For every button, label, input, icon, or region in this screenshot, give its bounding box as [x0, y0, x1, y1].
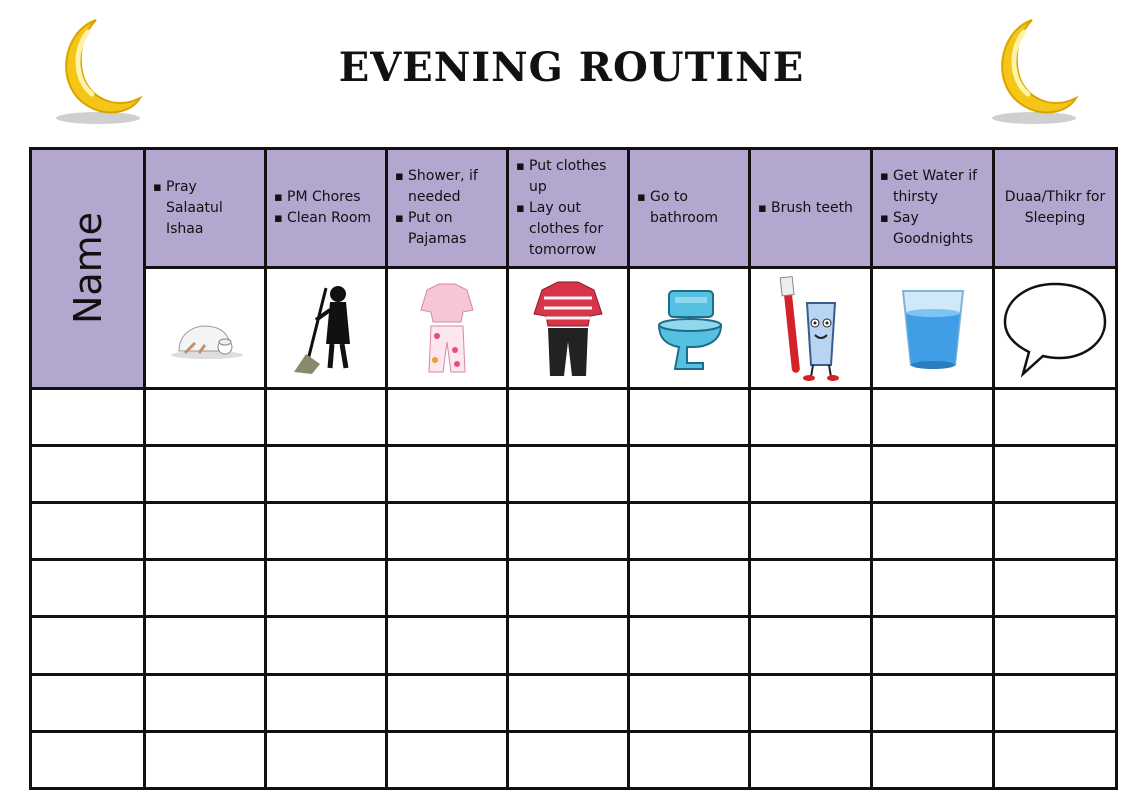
task-item: ▪ Pray Salaatul Ishaa [166, 177, 258, 240]
check-cell[interactable] [872, 446, 994, 503]
check-cell[interactable] [508, 388, 629, 445]
praying-person-icon [165, 293, 245, 363]
name-entry-cell[interactable] [31, 560, 145, 617]
check-cell[interactable] [994, 731, 1117, 788]
check-cell[interactable] [629, 731, 750, 788]
check-cell[interactable] [387, 503, 508, 560]
clothes-icon [530, 278, 606, 378]
check-cell[interactable] [387, 446, 508, 503]
check-cell[interactable] [266, 388, 387, 445]
check-cell[interactable] [145, 388, 266, 445]
name-header-label: Name [65, 212, 110, 325]
task-item: ▪ Lay out clothes for tomorrow [529, 198, 621, 261]
check-cell[interactable] [750, 446, 872, 503]
check-cell[interactable] [508, 731, 629, 788]
task-image-cell [266, 268, 387, 388]
task-image-cell [750, 268, 872, 388]
speech-bubble-icon [999, 278, 1111, 378]
task-cell [387, 149, 508, 268]
page-title: EVENING ROUTINE [338, 44, 805, 91]
name-entry-cell[interactable] [31, 731, 145, 788]
task-item: ▪ Clean Room [287, 208, 379, 229]
task-header-row [31, 149, 1117, 268]
check-cell[interactable] [387, 560, 508, 617]
check-cell[interactable] [508, 560, 629, 617]
check-cell[interactable] [629, 503, 750, 560]
check-cell[interactable] [750, 674, 872, 731]
task-cell [145, 149, 266, 268]
check-cell[interactable] [994, 388, 1117, 445]
task-item: ▪ Put clothes up [529, 156, 621, 198]
check-cell[interactable] [994, 674, 1117, 731]
check-cell[interactable] [145, 731, 266, 788]
check-cell[interactable] [266, 617, 387, 674]
table-row [31, 674, 1117, 731]
sweeping-girl-icon [286, 280, 366, 376]
table-row [31, 560, 1117, 617]
check-cell[interactable] [508, 674, 629, 731]
task-item: Duaa/Thikr for Sleeping [1004, 189, 1106, 227]
check-cell[interactable] [629, 388, 750, 445]
table-row [31, 617, 1117, 674]
check-cell[interactable] [750, 503, 872, 560]
name-entry-cell[interactable] [31, 388, 145, 445]
check-cell[interactable] [508, 446, 629, 503]
check-cell[interactable] [872, 503, 994, 560]
check-cell[interactable] [266, 731, 387, 788]
task-item: ▪ Shower, if needed [408, 166, 500, 208]
task-item: ▪ Put on Pajamas [408, 208, 500, 250]
check-cell[interactable] [387, 674, 508, 731]
pajamas-icon [417, 280, 477, 376]
task-image-cell [994, 268, 1117, 388]
water-glass-icon [893, 283, 973, 373]
check-cell[interactable] [872, 388, 994, 445]
task-image-cell [872, 268, 994, 388]
task-image-cell [629, 268, 750, 388]
table-row [31, 503, 1117, 560]
task-image-row [31, 268, 1117, 388]
task-cell [266, 149, 387, 268]
check-cell[interactable] [994, 503, 1117, 560]
check-cell[interactable] [145, 446, 266, 503]
task-image-cell [145, 268, 266, 388]
check-cell[interactable] [508, 617, 629, 674]
task-cell [629, 149, 750, 268]
name-entry-cell[interactable] [31, 674, 145, 731]
task-cell [750, 149, 872, 268]
check-cell[interactable] [387, 388, 508, 445]
task-item: ▪ Get Water if thirsty [893, 166, 986, 208]
check-cell[interactable] [145, 560, 266, 617]
task-item: ▪ Say Goodnights [893, 208, 986, 250]
routine-chart [29, 147, 1118, 790]
check-cell[interactable] [145, 617, 266, 674]
toilet-icon [649, 283, 729, 373]
check-cell[interactable] [872, 617, 994, 674]
name-header [31, 149, 145, 389]
check-cell[interactable] [145, 503, 266, 560]
check-cell[interactable] [994, 446, 1117, 503]
task-cell [508, 149, 629, 268]
table-row [31, 388, 1117, 445]
check-cell[interactable] [872, 731, 994, 788]
task-item: ▪ Go to bathroom [650, 187, 742, 229]
check-cell[interactable] [145, 674, 266, 731]
check-cell[interactable] [750, 731, 872, 788]
check-cell[interactable] [629, 446, 750, 503]
table-row [31, 446, 1117, 503]
check-cell[interactable] [750, 617, 872, 674]
check-cell[interactable] [629, 560, 750, 617]
check-cell[interactable] [629, 617, 750, 674]
check-cell[interactable] [387, 617, 508, 674]
task-cell [994, 149, 1117, 268]
name-entry-cell[interactable] [31, 503, 145, 560]
check-cell[interactable] [387, 731, 508, 788]
task-cell [872, 149, 994, 268]
task-image-cell [387, 268, 508, 388]
check-cell[interactable] [872, 560, 994, 617]
check-cell[interactable] [266, 674, 387, 731]
name-entry-cell[interactable] [31, 617, 145, 674]
check-cell[interactable] [266, 560, 387, 617]
check-cell[interactable] [508, 503, 629, 560]
check-cell[interactable] [266, 503, 387, 560]
task-item: ▪ PM Chores [287, 187, 379, 208]
task-item: ▪ Brush teeth [771, 198, 864, 219]
check-cell[interactable] [872, 674, 994, 731]
table-row [31, 731, 1117, 788]
toothbrush-icon [771, 273, 851, 383]
check-cell[interactable] [750, 388, 872, 445]
name-entry-cell[interactable] [31, 446, 145, 503]
check-cell[interactable] [994, 617, 1117, 674]
check-cell[interactable] [266, 446, 387, 503]
check-cell[interactable] [629, 674, 750, 731]
check-cell[interactable] [750, 560, 872, 617]
task-image-cell [508, 268, 629, 388]
check-cell[interactable] [994, 560, 1117, 617]
